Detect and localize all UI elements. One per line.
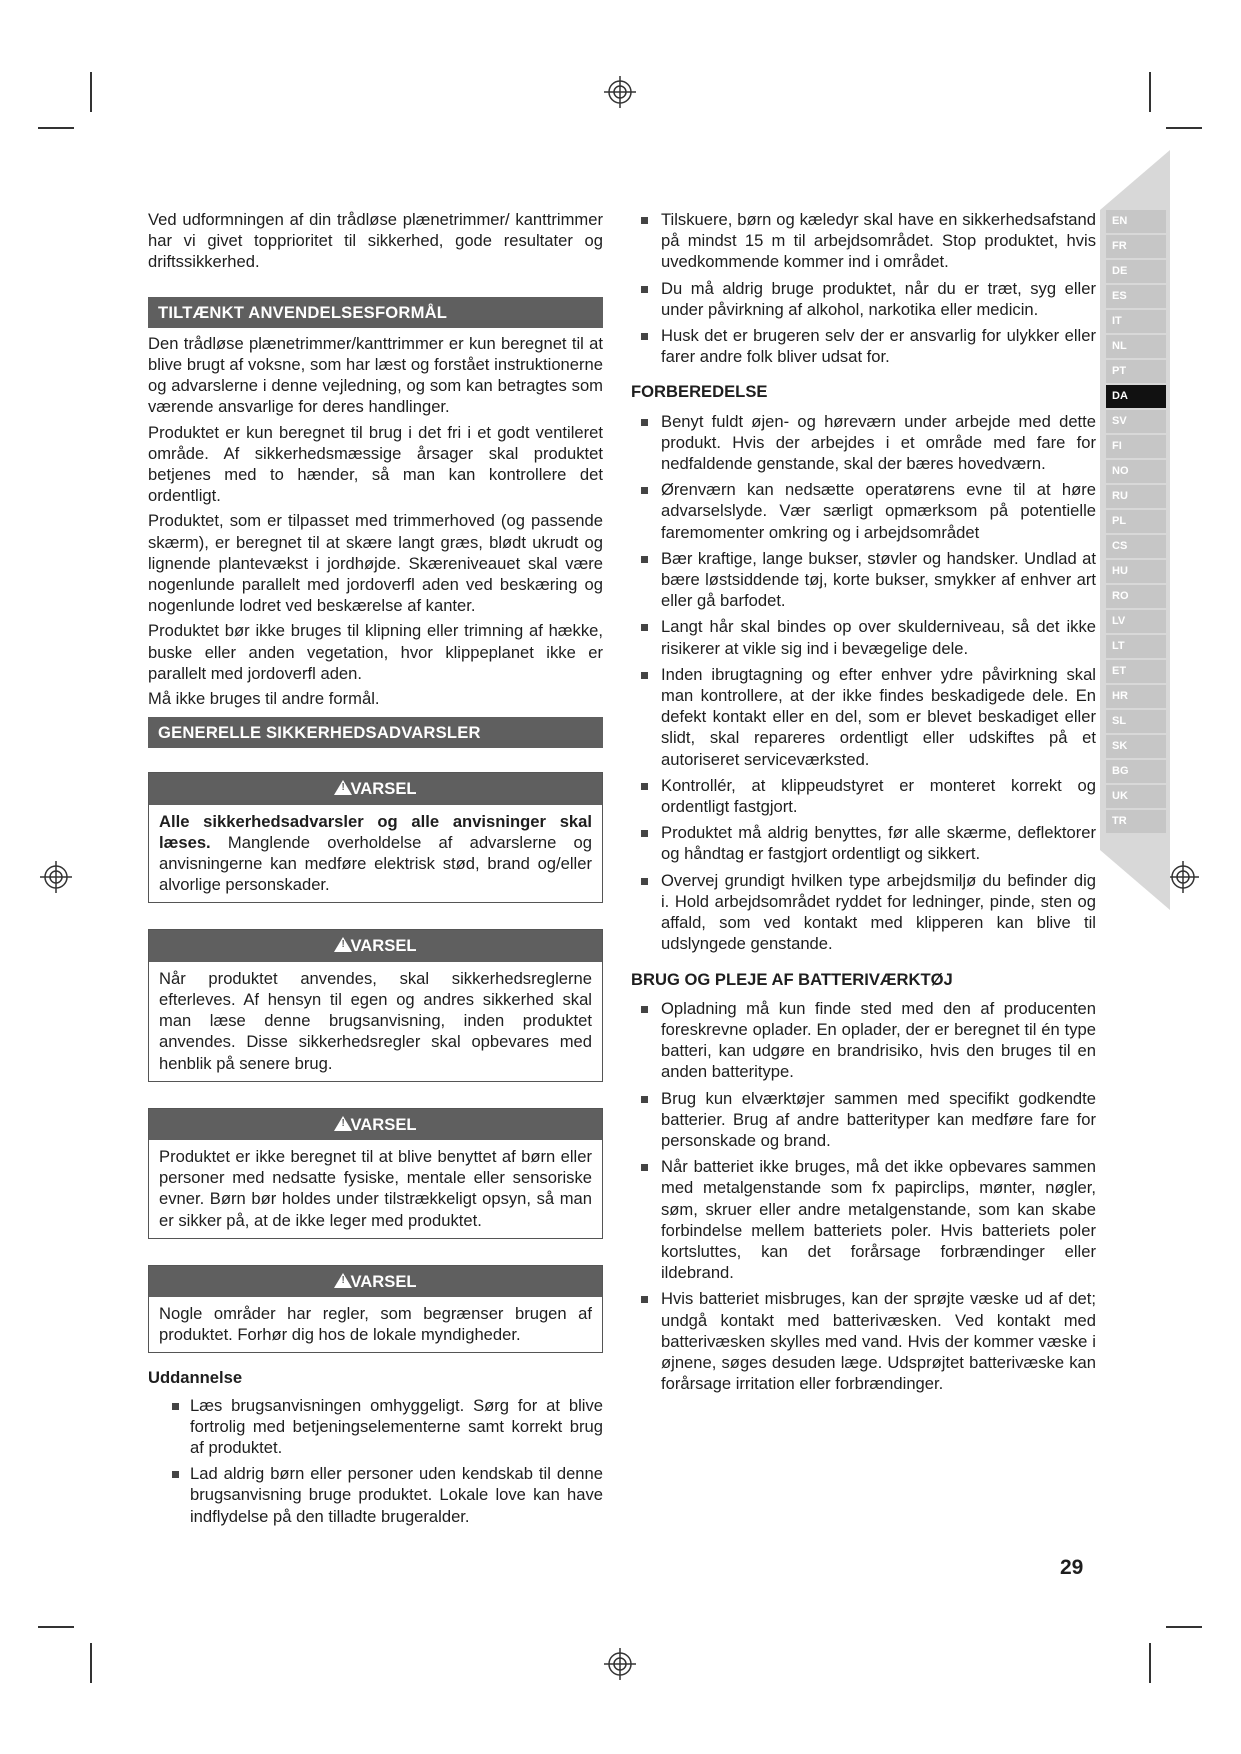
warning-box	[148, 1108, 603, 1239]
language-tab-hr[interactable]: HR	[1106, 685, 1166, 708]
language-tab-pl[interactable]: PL	[1106, 510, 1166, 533]
list-item: Hvis batteriet misbruges, kan der sprøjte væske ud af det; undgå kontakt med batterivæsken. Ved kontakt med batterivæsken skylles med vand. Hvis der kommer væske i øjnene, søges desuden læge. Udsprøjtet batterivæske kan forårsage irritation eller forbrændinger.	[631, 1288, 1096, 1394]
registration-mark-icon	[604, 76, 636, 108]
paragraph: Produktet er kun beregnet til brug i det fri i et godt ventileret område. Af sikkerhedsmæssige årsager skal produktet betjenes med to hænder, så man kan kontrollere det ordentligt.	[148, 422, 603, 506]
warning-label: VARSEL	[350, 1114, 417, 1134]
warning-header	[149, 773, 602, 804]
warning-header	[149, 930, 602, 961]
list-item: Du må aldrig bruge produktet, når du er træt, syg eller under påvirkning af alkohol, narkotika eller medicin.	[631, 278, 1096, 320]
language-tab-fr[interactable]: FR	[1106, 235, 1166, 258]
list-item: Produktet må aldrig benyttes, før alle skærme, deflektorer og håndtag er fastgjort ordentligt og sikkert.	[631, 822, 1096, 864]
language-tab-ro[interactable]: RO	[1106, 585, 1166, 608]
warning-rest-text: Manglende overholdelse af advarslerne og anvisningerne kan medføre elektrisk stød, brand og/eller alvorlige personskader.	[159, 832, 592, 895]
warning-triangle-icon	[334, 1116, 352, 1131]
warning-header	[149, 1109, 602, 1140]
warning-bold-text: Alle sikkerhedsadvarsler og alle anvisninger skal læses.	[159, 811, 592, 852]
list-item: Tilskuere, børn og kæledyr skal have en sikkerhedsafstand på mindst 15 m til arbejdsområdet. Stop produktet, hvis uvedkommende kommer ind i området.	[631, 209, 1096, 273]
warning-text: Nogle områder har regler, som begrænser brugen af produktet. Forhør dig hos de lokale myndigheder.	[159, 1303, 592, 1345]
left-column	[148, 209, 603, 1532]
list-item: Læs brugsanvisningen omhyggeligt. Sørg for at blive fortrolig med betjeningselementerne samt korrekt brug af produktet.	[162, 1395, 603, 1459]
warning-text	[149, 805, 602, 903]
bystander-list	[631, 209, 1096, 367]
preparation-heading: FORBEREDELSE	[631, 382, 768, 402]
warning-box	[148, 929, 603, 1081]
list-item: Husk det er brugeren selv der er ansvarlig for ulykker eller farer andre folk bliver udsat for.	[631, 325, 1096, 367]
right-column	[631, 209, 1096, 1399]
crop-mark	[1166, 127, 1202, 129]
crop-mark	[90, 1643, 92, 1683]
language-tab-nl[interactable]: NL	[1106, 335, 1166, 358]
language-tab-et[interactable]: ET	[1106, 660, 1166, 683]
crop-mark	[1166, 1626, 1202, 1628]
language-tab-it[interactable]: IT	[1106, 310, 1166, 333]
language-tab-hu[interactable]: HU	[1106, 560, 1166, 583]
registration-mark-icon	[604, 1648, 636, 1680]
warning-text: Produktet er ikke beregnet til at blive benyttet af børn eller personer med nedsatte fysiske, mentale eller sensoriske evner. Børn bør holdes under tilstrækkeligt opsyn, så man er sikker på, at de ikke leger med produktet.	[159, 1146, 592, 1230]
language-tab-tr[interactable]: TR	[1106, 810, 1166, 833]
intro-paragraph: Ved udformningen af din trådløse plænetrimmer/ kanttrimmer har vi givet topprioritet til sikkerhed, gode resultater og driftssikkerhed.	[148, 210, 603, 272]
list-item: Brug kun elværktøjer sammen med specifikt godkendte batterier. Brug af andre batterityper kan medføre fare for personskade og brand.	[631, 1088, 1096, 1152]
education-list	[162, 1395, 603, 1527]
preparation-list	[631, 411, 1096, 955]
registration-mark-icon	[1167, 861, 1199, 893]
language-tab-da[interactable]: DA	[1106, 385, 1166, 408]
list-item: Bær kraftige, lange bukser, støvler og handsker. Undlad at bære løstsiddende tøj, korte bukser, smykker af enhver art eller gå barfodet.	[631, 548, 1096, 612]
warning-label: VARSEL	[350, 779, 417, 799]
language-tab-uk[interactable]: UK	[1106, 785, 1166, 808]
crop-mark	[1149, 72, 1151, 112]
language-tab-en[interactable]: EN	[1106, 210, 1166, 233]
warning-header	[149, 1266, 602, 1297]
list-item: Inden ibrugtagning og efter enhver ydre påvirkning skal man kontrollere, at der ikke findes beskadigede dele. En defekt kontakt eller en del, som er blevet beskadiget eller slidt, skal repareres ordentligt eller udskiftes på et autoriseret serviceværksted.	[631, 664, 1096, 770]
warning-label: VARSEL	[350, 1271, 417, 1291]
crop-mark	[90, 72, 92, 112]
list-item: Ørenværn kan nedsætte operatørens evne til at høre advarselslyde. Vær særligt opmærksom på potentielle faremomenter omkring og i arbejdsområdet	[631, 479, 1096, 543]
language-tabs	[1106, 210, 1166, 835]
list-item: Når batteriet ikke bruges, må det ikke opbevares sammen med metalgenstande som fx papirclips, mønter, nøgler, søm, skruer eller andre metalgenstande, som kan skabe forbindelse mellem batteriets poler. Hvis batteriets poler kortsluttes, kan det forårsage forbrændinger eller ildebrand.	[631, 1156, 1096, 1283]
education-heading: Uddannelse	[148, 1368, 243, 1388]
warning-box	[148, 772, 603, 903]
warning-text: Når produktet anvendes, skal sikkerhedsreglerne efterleves. Af hensyn til egen og andres sikkerhed skal man læse denne brugsanvisning, inden produktet anvendes. Disse sikkerhedsregler skal opbevares med henblik på senere brug.	[159, 968, 592, 1073]
paragraph: Den trådløse plænetrimmer/kanttrimmer er kun beregnet til at blive brugt af voksne, som har læst og forstået instruktionerne og advarslerne i denne vejledning, og som kan betragtes som værende ansvarlige for deres handlinger.	[148, 333, 603, 417]
list-item: Lad aldrig børn eller personer uden kendskab til denne brugsanvisning bruge produktet. Lokale love kan have indflydelse på den tilladte brugeralder.	[162, 1463, 603, 1527]
language-tab-pt[interactable]: PT	[1106, 360, 1166, 383]
list-item: Benyt fuldt øjen- og høreværn under arbejde med dette produkt. Hvis der arbejdes i et område med fare for nedfaldende genstande, skal der bæres hovedværn.	[631, 411, 1096, 475]
language-tab-de[interactable]: DE	[1106, 260, 1166, 283]
page-number: 29	[1060, 1556, 1084, 1579]
warning-triangle-icon	[334, 780, 352, 795]
list-item: Langt hår skal bindes op over skulderniveau, så det ikke risikerer at vikle sig ind i bevægelige dele.	[631, 616, 1096, 658]
list-item: Overvej grundigt hvilken type arbejdsmiljø du befinder dig i. Hold arbejdsområdet ryddet for ledninger, pinde, sten og affald, som ved kontakt med klipperen kan blive til udslyngede genstande.	[631, 870, 1096, 955]
paragraph: Produktet, som er tilpasset med trimmerhoved (og passende skærm), er beregnet til at skære langt græs, blødt ukrudt og lignende plantevækst i jordhøjde. Skæreniveauet skal være nogenlunde parallelt med jordoverfl aden ved beskæring og nogenlunde lodret ved beskærelse af kanter.	[148, 511, 603, 616]
paragraph: Må ikke bruges til andre formål.	[148, 689, 380, 709]
crop-mark	[38, 127, 74, 129]
language-tab-ru[interactable]: RU	[1106, 485, 1166, 508]
language-tab-bg[interactable]: BG	[1106, 760, 1166, 783]
warning-triangle-icon	[334, 937, 352, 952]
language-tab-lv[interactable]: LV	[1106, 610, 1166, 633]
battery-heading: BRUG OG PLEJE AF BATTERIVÆRKTØJ	[631, 969, 953, 989]
paragraph: Produktet bør ikke bruges til klipning eller trimning af hække, buske eller anden vegetation, hvor klippeplanet ikke er parallelt med jordoverfl aden.	[148, 621, 603, 683]
section-title-general-safety: GENERELLE SIKKERHEDSADVARSLER	[148, 717, 603, 748]
language-tab-no[interactable]: NO	[1106, 460, 1166, 483]
crop-mark	[38, 1626, 74, 1628]
language-tab-lt[interactable]: LT	[1106, 635, 1166, 658]
list-item: Opladning må kun finde sted med den af producenten foreskrevne oplader. En oplader, der er beregnet til én type batteri, kan udgøre en brandrisiko, hvis den bruges til en anden batteritype.	[631, 998, 1096, 1083]
warning-label: VARSEL	[350, 936, 417, 956]
battery-list	[631, 998, 1096, 1395]
section-title-intended-use: TILTÆNKT ANVENDELSESFORMÅL	[148, 297, 603, 328]
registration-mark-icon	[40, 861, 72, 893]
language-tab-es[interactable]: ES	[1106, 285, 1166, 308]
language-tab-cs[interactable]: CS	[1106, 535, 1166, 558]
language-tab-sk[interactable]: SK	[1106, 735, 1166, 758]
crop-mark	[1149, 1643, 1151, 1683]
warning-box	[148, 1265, 603, 1354]
language-tab-sv[interactable]: SV	[1106, 410, 1166, 433]
warning-triangle-icon	[334, 1273, 352, 1288]
language-tab-sl[interactable]: SL	[1106, 710, 1166, 733]
language-tab-fi[interactable]: FI	[1106, 435, 1166, 458]
list-item: Kontrollér, at klippeudstyret er monteret korrekt og ordentligt fastgjort.	[631, 775, 1096, 817]
